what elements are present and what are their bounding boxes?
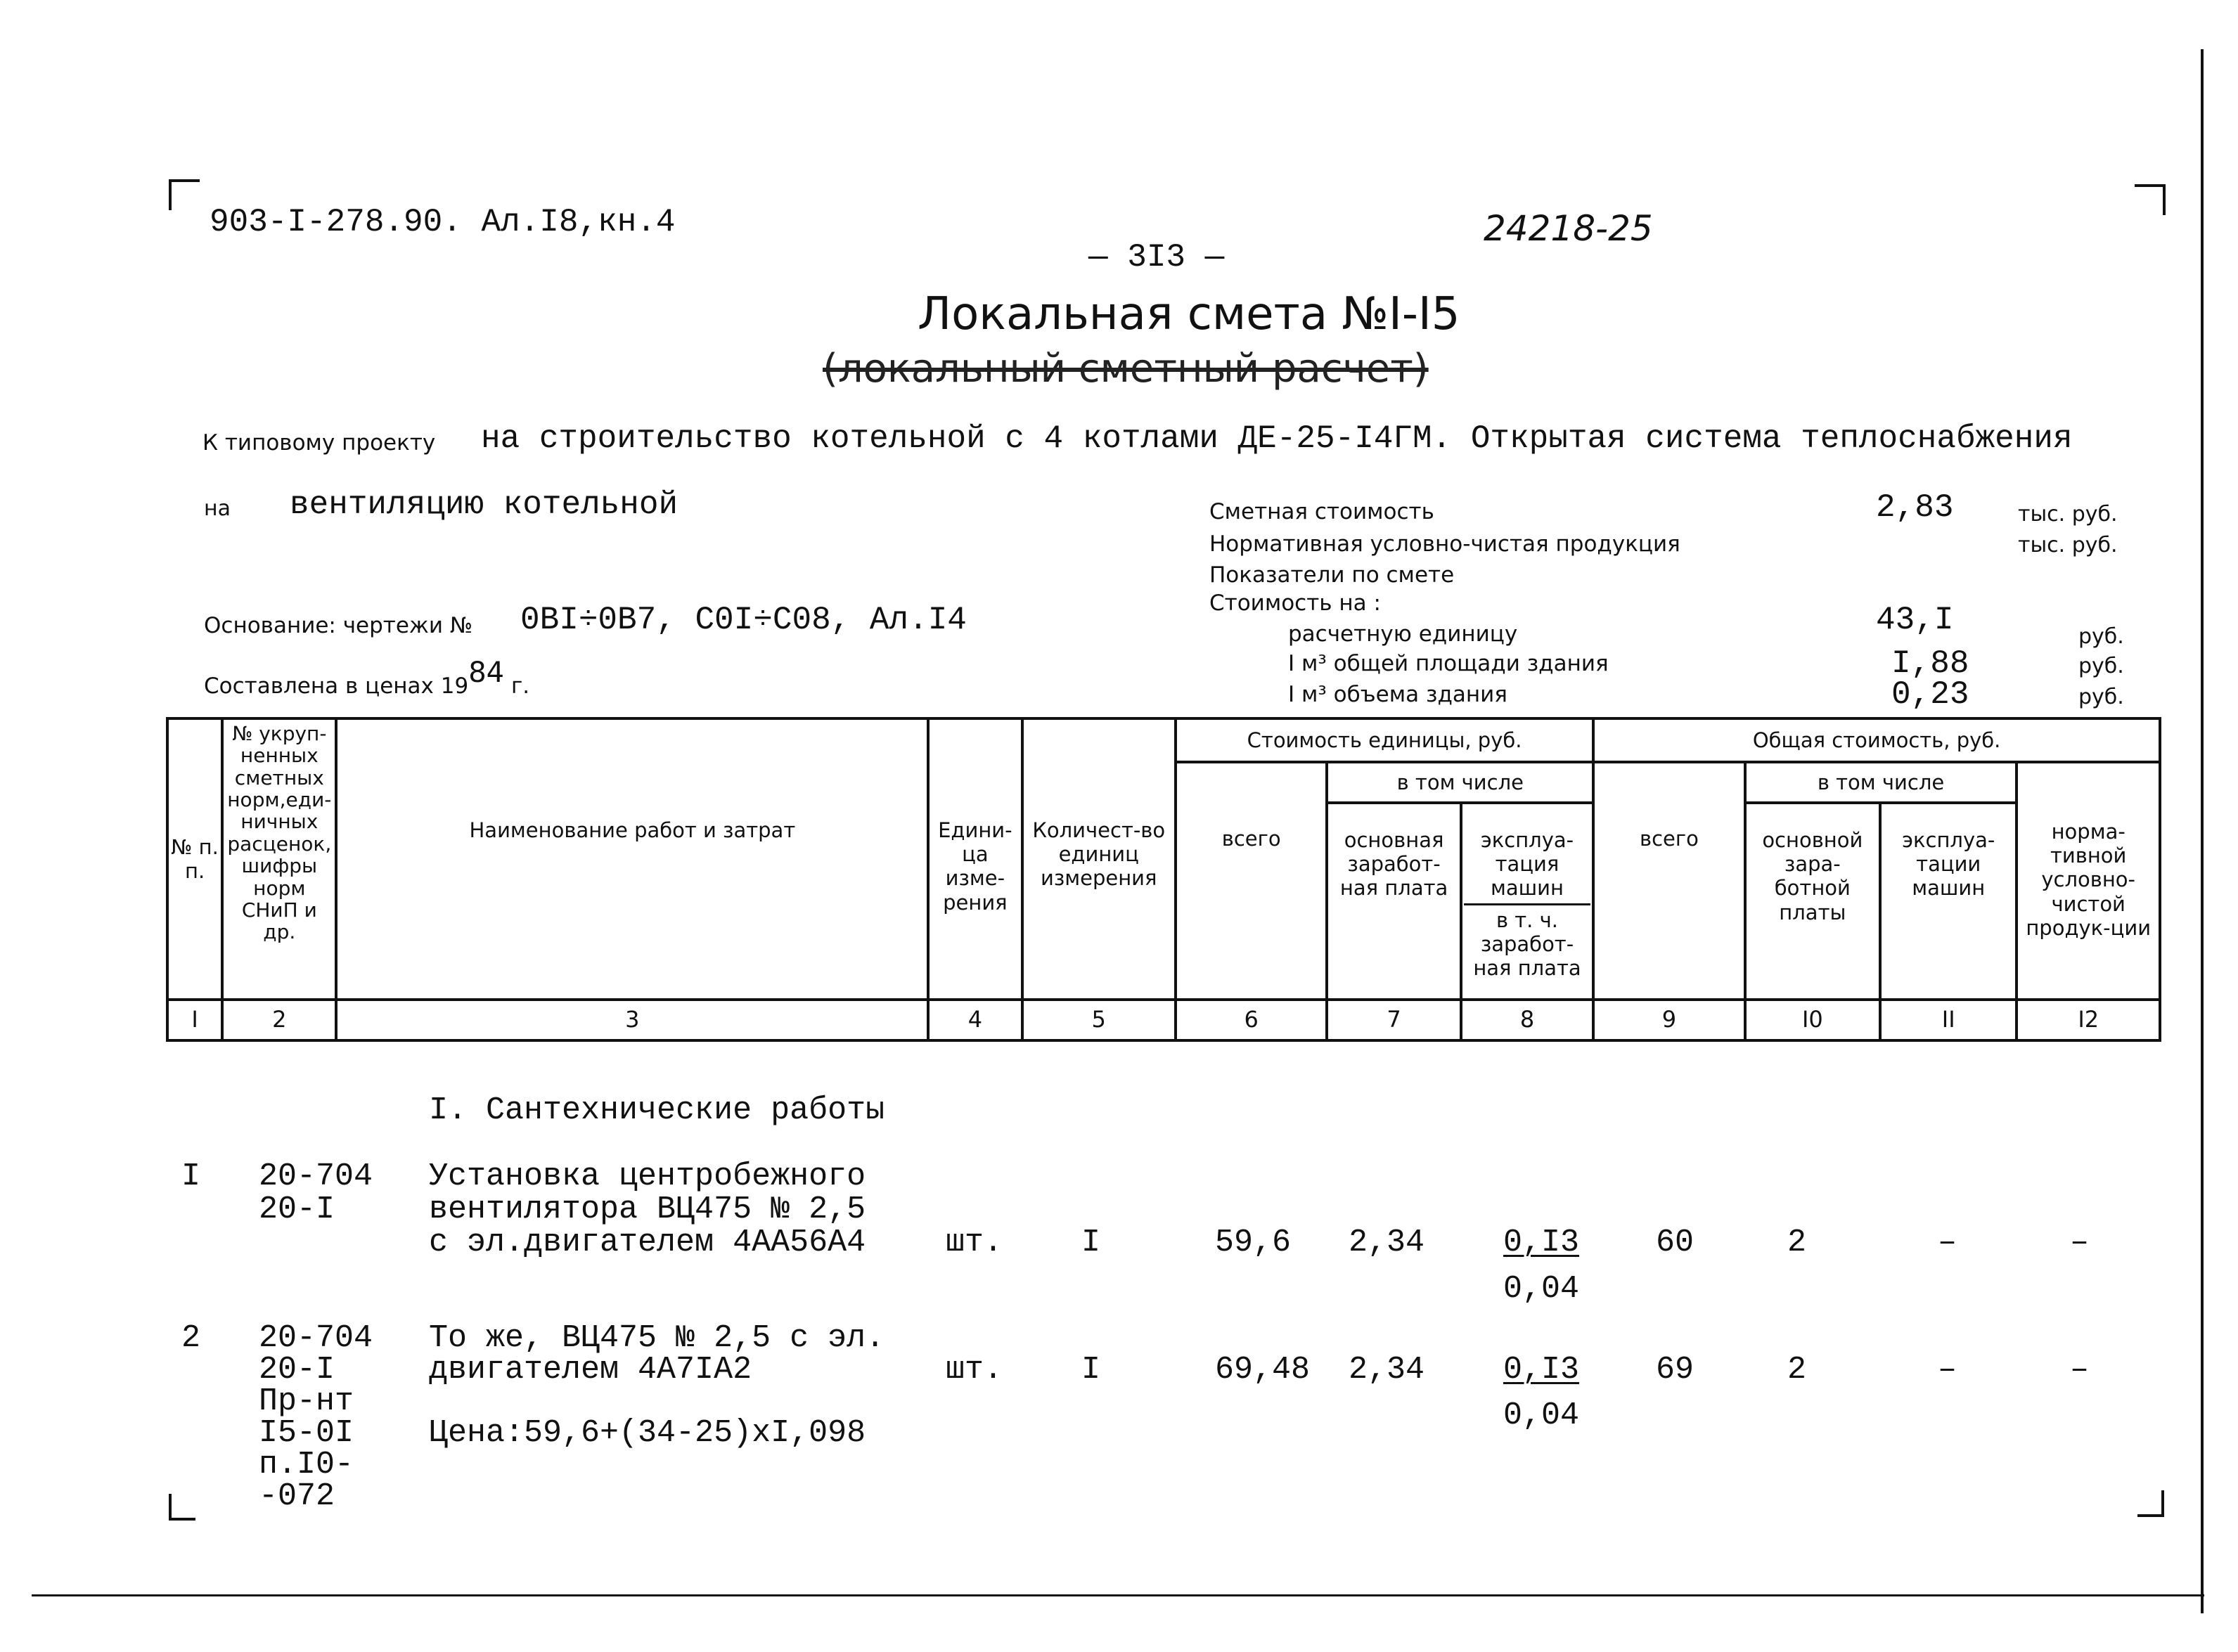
col-header-code: № укруп-ненных сметных норм,еди-ничных расценок, шифры норм СНиП и др. xyxy=(222,718,336,1000)
col-number: 4 xyxy=(928,1000,1022,1040)
project-label: К типовому проекту xyxy=(202,430,436,456)
cost-per-label: Стоимость на : xyxy=(1209,591,1381,616)
row-quantity: I xyxy=(1081,1352,1101,1388)
corner-mark-top-right xyxy=(2135,184,2166,215)
col-number: 8 xyxy=(1461,1000,1593,1040)
document-code: 903-I-278.90. Ал.I8,кн.4 xyxy=(210,204,676,240)
row-unit: шт. xyxy=(946,1225,1003,1260)
col-header-name: Наименование работ и затрат xyxy=(336,718,928,1000)
col-header-ncp: норма-тивной условно-чистой продук-ции xyxy=(2017,762,2160,1000)
row-total-machines: – xyxy=(1938,1352,1957,1388)
basis-text: 0BI÷0B7, C0I÷C08, Ал.I4 xyxy=(520,602,967,638)
row-name-line: с эл.двигателем 4АА56А4 xyxy=(429,1225,866,1260)
prices-suffix: г. xyxy=(510,673,530,699)
group-header-unit-cost: Стоимость единицы, руб. xyxy=(1176,718,1593,762)
row-name-line: То же, ВЦ475 № 2,5 с эл. xyxy=(429,1320,885,1356)
normative-unit: тыс. руб. xyxy=(2018,533,2118,557)
struck-subtitle: (локальный сметный расчет) xyxy=(823,346,1429,392)
unit-value: 43,I xyxy=(1876,602,1954,638)
row-number: 2 xyxy=(181,1320,201,1356)
row-total-wage: 2 xyxy=(1787,1225,1807,1260)
basis-label: Основание: чертежи № xyxy=(204,613,473,638)
page-edge-bottom xyxy=(32,1594,2204,1596)
col-header-unit: Едини-ца изме-рения xyxy=(928,718,1022,1000)
col-number: 6 xyxy=(1176,1000,1327,1040)
row-code: 20-704 xyxy=(259,1320,373,1356)
row-total-machines: – xyxy=(1938,1225,1957,1260)
row-number: I xyxy=(181,1159,201,1194)
row-code: п.I0- xyxy=(259,1447,354,1483)
project-text: на строительство котельной с 4 котлами ДЕ-25-I4ГМ. Открытая система теплоснабжения xyxy=(481,420,2073,457)
row-name-line: Установка центробежного xyxy=(429,1159,866,1194)
on-text: вентиляцию котельной xyxy=(290,486,679,523)
volume-value: 0,23 xyxy=(1891,676,1969,713)
unit-label: расчетную единицу xyxy=(1288,621,1518,647)
indicators-label: Показатели по смете xyxy=(1209,562,1455,588)
col-header-unit-wage: основная заработ-ная плата xyxy=(1327,803,1460,1000)
row-quantity: I xyxy=(1081,1225,1101,1260)
row-code: I5-0I xyxy=(259,1415,354,1451)
handwritten-number: 24218-25 xyxy=(1484,208,1653,249)
document-title: Локальная смета №I-I5 xyxy=(918,288,1460,340)
row-code: -072 xyxy=(259,1478,335,1514)
col-number: I2 xyxy=(2017,1000,2160,1040)
on-label: на xyxy=(204,496,231,521)
col-number: 9 xyxy=(1593,1000,1744,1040)
row-code: Пр-нт xyxy=(259,1383,354,1419)
col-number: 7 xyxy=(1327,1000,1460,1040)
volume-unit: руб. xyxy=(2078,685,2124,709)
row-unit-machines: 0,I3 xyxy=(1503,1352,1580,1388)
col-header-machines-top: эксплуа-тация машин xyxy=(1464,828,1590,905)
col-number: II xyxy=(1880,1000,2017,1040)
row-price-formula: Цена:59,6+(34-25)хI,098 xyxy=(429,1415,866,1451)
estimated-cost-value: 2,83 xyxy=(1876,489,1954,526)
subgroup-header-unit-incl: в том числе xyxy=(1327,762,1593,803)
col-header-total-wage: основной зара-ботной платы xyxy=(1745,803,1880,1000)
row-total-ncp: – xyxy=(2070,1225,2090,1260)
estimate-table-header xyxy=(166,717,2161,1042)
row-total: 69 xyxy=(1656,1352,1694,1388)
col-number: I0 xyxy=(1745,1000,1880,1040)
row-name-line: двигателем 4А7IА2 xyxy=(429,1352,752,1388)
col-number: 3 xyxy=(336,1000,928,1040)
col-header-unit-total: всего xyxy=(1176,762,1327,1000)
row-name-line: вентилятора ВЦ475 № 2,5 xyxy=(429,1192,866,1227)
col-number: 5 xyxy=(1022,1000,1176,1040)
page-number: — 3I3 — xyxy=(1088,239,1225,276)
section-title: I. Сантехнические работы xyxy=(429,1092,885,1128)
prices-year: 84 xyxy=(468,657,505,689)
row-unit-machines-wage: 0,04 xyxy=(1503,1398,1580,1433)
col-header-total: всего xyxy=(1593,762,1744,1000)
area-value: I,88 xyxy=(1891,645,1969,682)
row-unit-total: 69,48 xyxy=(1215,1352,1311,1388)
prices-label-text: Составлена в ценах 19 xyxy=(204,673,469,699)
page-edge-right xyxy=(2201,49,2204,1613)
col-header-total-machines: эксплуа-тации машин xyxy=(1880,803,2017,1000)
unit-unit: руб. xyxy=(2078,624,2124,649)
volume-label: I м³ объема здания xyxy=(1288,682,1507,707)
col-number: 2 xyxy=(222,1000,336,1040)
corner-mark-top-left xyxy=(169,179,200,210)
row-code: 20-I xyxy=(259,1352,335,1388)
row-unit-wage: 2,34 xyxy=(1349,1225,1425,1260)
row-total: 60 xyxy=(1656,1225,1694,1260)
row-unit-machines: 0,I3 xyxy=(1503,1225,1580,1260)
normative-label: Нормативная условно-чистая продукция xyxy=(1209,531,1680,557)
area-label: I м³ общей площади здания xyxy=(1288,651,1609,676)
estimated-cost-label: Сметная стоимость xyxy=(1209,499,1434,524)
col-number: I xyxy=(167,1000,222,1040)
area-unit: руб. xyxy=(2078,654,2124,678)
col-header-machines-bottom: в т. ч. заработ-ная плата xyxy=(1473,908,1581,981)
estimated-cost-unit: тыс. руб. xyxy=(2018,502,2118,527)
row-total-wage: 2 xyxy=(1787,1352,1807,1388)
corner-mark-bottom-left xyxy=(169,1494,195,1521)
row-unit-total: 59,6 xyxy=(1215,1225,1292,1260)
col-header-unit-machines xyxy=(1461,803,1593,1000)
subgroup-header-total-incl: в том числе xyxy=(1745,762,2017,803)
group-header-total-cost: Общая стоимость, руб. xyxy=(1593,718,2160,762)
row-code: 20-I xyxy=(259,1192,335,1227)
col-header-number: № п. п. xyxy=(167,718,222,1000)
row-code: 20-704 xyxy=(259,1159,373,1194)
row-unit-machines-wage: 0,04 xyxy=(1503,1271,1580,1307)
row-unit-wage: 2,34 xyxy=(1349,1352,1425,1388)
col-header-quantity: Количест-во единиц измерения xyxy=(1022,718,1176,1000)
corner-mark-bottom-right xyxy=(2137,1490,2164,1517)
prices-label xyxy=(204,657,530,700)
row-unit: шт. xyxy=(946,1352,1003,1388)
row-total-ncp: – xyxy=(2070,1352,2090,1388)
